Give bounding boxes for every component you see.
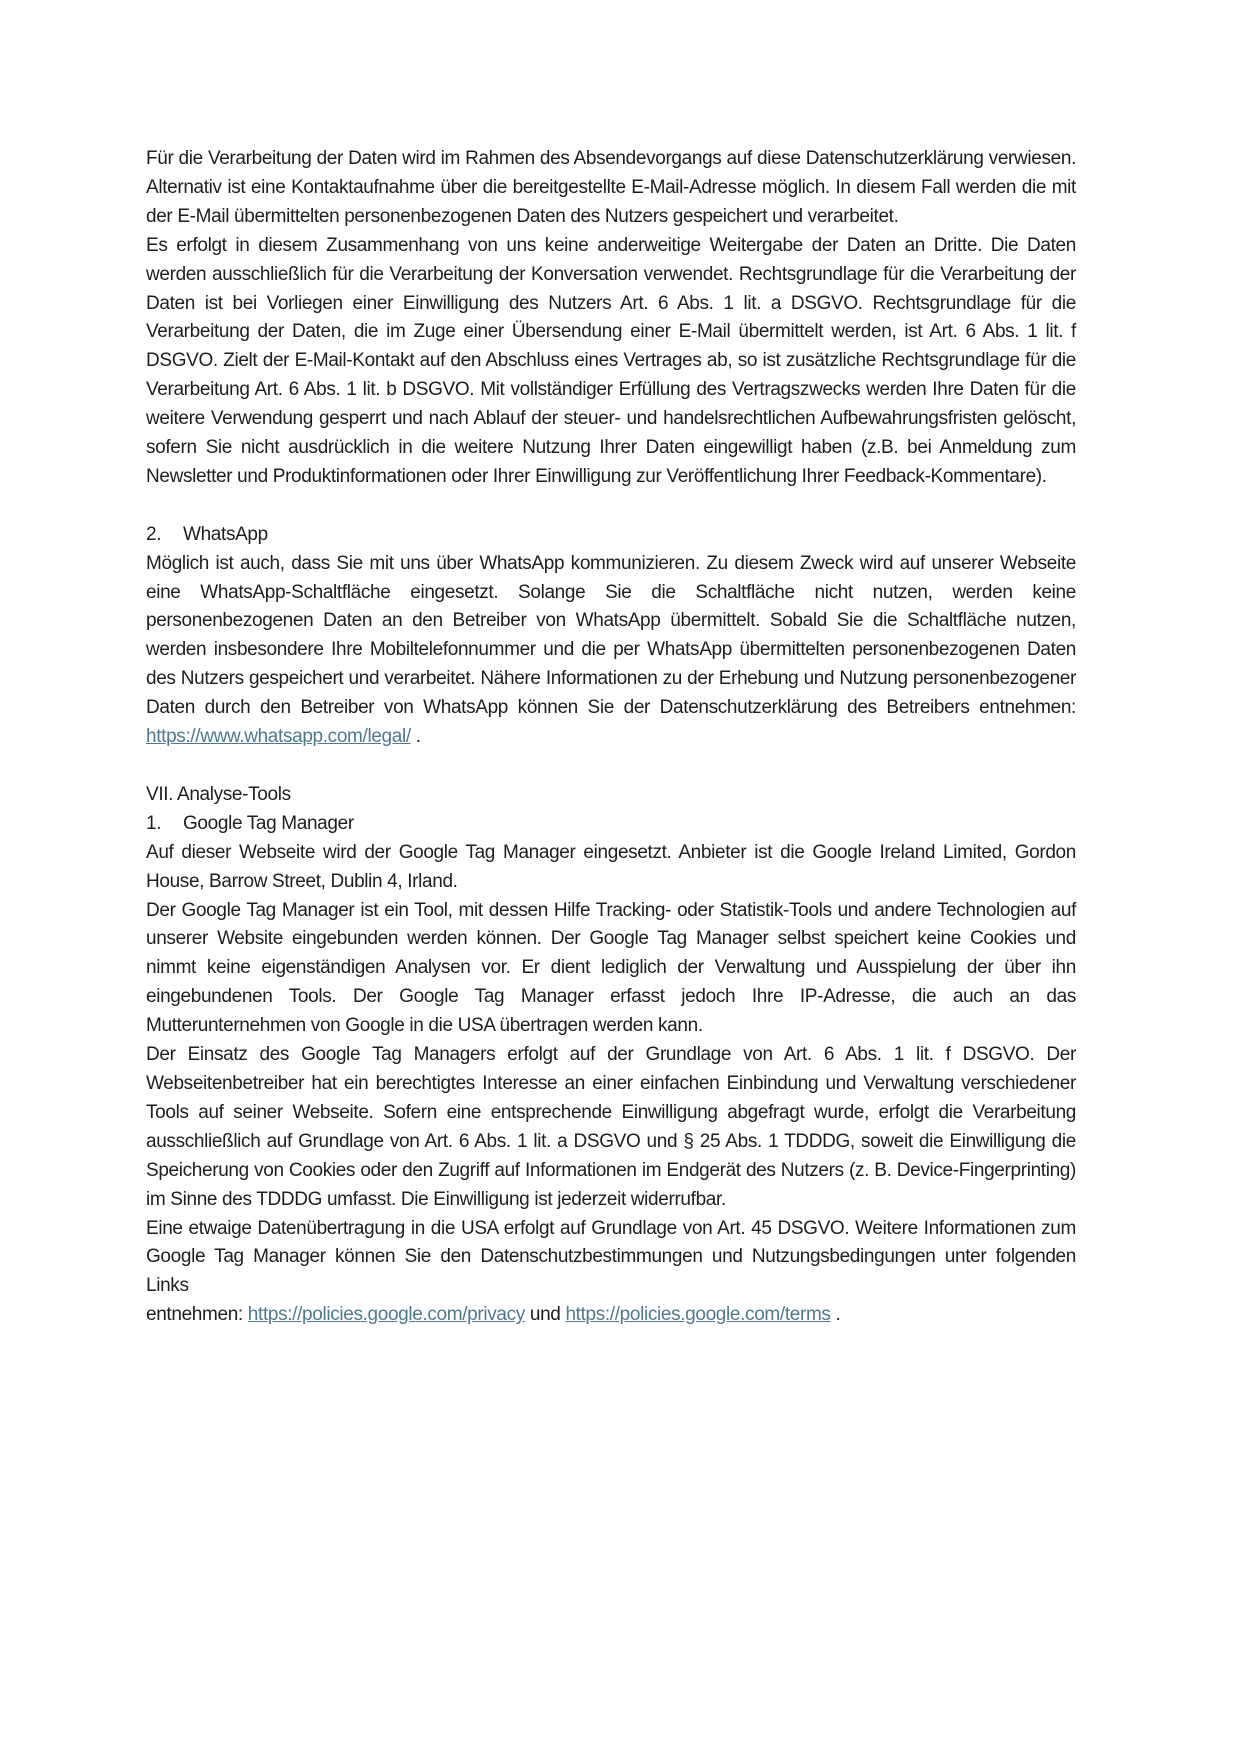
spacer — [146, 492, 1076, 521]
gtm-heading-title: Google Tag Manager — [183, 812, 354, 834]
gtm-paragraph-4: Eine etwaige Datenübertragung in die USA erfolgt auf Grundlage von Art. 45 DSGVO. Weitere Informationen zum Google Tag Manager können Sie den Datenschutzbestimmungen und Nutzungsbedingungen unter folgenden Links — [146, 1217, 1076, 1297]
gtm-links-lead: entnehmen: — [146, 1304, 248, 1326]
analyse-tools-heading: VII. Analyse-Tools — [146, 783, 291, 805]
gtm-heading-number: 1. — [146, 812, 162, 834]
google-tag-manager-heading — [146, 810, 1076, 839]
gtm-paragraph-3: Der Einsatz des Google Tag Managers erfolgt auf der Grundlage von Art. 6 Abs. 1 lit. f DSGVO. Der Webseitenbetreiber hat ein berechtigtes Interesse an einer einfachen Einbindung und Verwaltung verschiedener Tools auf seiner Webseite. Sofern eine entsprechende Einwilligung abgefragt wurde, erfolgt die Verarbeitung ausschließlich auf Grundlage von Art. 6 Abs. 1 lit. a DSGVO und § 25 Abs. 1 TDDDG, soweit die Einwilligung die Speicherung von Cookies oder den Zugriff auf Informationen im Endgerät des Nutzers (z. B. Device-Fingerprinting) im Sinne des TDDDG umfasst. Die Einwilligung ist jederzeit widerrufbar. — [146, 1044, 1076, 1210]
gtm-paragraph-1: Auf dieser Webseite wird der Google Tag Manager eingesetzt. Anbieter ist die Google Ireland Limited, Gordon House, Barrow Street, Dublin 4, Irland. — [146, 841, 1076, 892]
whatsapp-heading-title: WhatsApp — [183, 523, 268, 545]
whatsapp-paragraph: Möglich ist auch, dass Sie mit uns über WhatsApp kommunizieren. Zu diesem Zweck wird auf unserer Webseite eine WhatsApp-Schaltfläche eingesetzt. Solange Sie die Schaltfläche nicht nutzen, werden keine personenbezogenen Daten an den Betreiber von WhatsApp übermittelt. Sobald Sie die Schaltfläche nutzen, werden insbesondere Ihre Mobiltelefonnummer und die per WhatsApp übermittelten personenbezogenen Daten des Nutzers gespeichert und verarbeitet. Nähere Informationen zu der Erhebung und Nutzung personenbezogener Daten durch den Betreiber von WhatsApp können Sie der Datenschutzerklärung des Betreibers entnehmen: — [146, 552, 1076, 719]
google-terms-link[interactable]: https://policies.google.com/terms — [565, 1304, 831, 1326]
spacer — [146, 752, 1076, 781]
gtm-links-connector: und — [524, 1304, 566, 1326]
whatsapp-link-line — [146, 723, 1076, 752]
google-privacy-link[interactable]: https://policies.google.com/privacy — [247, 1304, 525, 1326]
contact-paragraph-2: Es erfolgt in diesem Zusammenhang von uns keine anderweitige Weitergabe der Daten an Dritte. Die Daten werden ausschließlich für die Verarbeitung der Konversation verwendet. Rechtsgrundlage für die Verarbeitung der Daten ist bei Vorliegen einer Einwilligung des Nutzers Art. 6 Abs. 1 lit. a DSGVO. Rechtsgrundlage für die Verarbeitung der Daten, die im Zuge einer Übersendung einer E-Mail übermittelt werden, ist Art. 6 Abs. 1 lit. f DSGVO. Zielt der E-Mail-Kontakt auf den Abschluss eines Vertrages ab, so ist zusätzliche Rechtsgrundlage für die Verarbeitung Art. 6 Abs. 1 lit. b DSGVO. Mit vollständiger Erfüllung des Vertragszwecks werden Ihre Daten für die weitere Verwendung gesperrt und nach Ablauf der steuer- und handelsrechtlichen Aufbewahrungsfristen gelöscht, sofern Sie nicht ausdrücklich in die weitere Nutzung Ihrer Daten eingewilligt haben (z.B. bei Anmeldung zum Newsletter und Produktinformationen oder Ihrer Einwilligung zur Veröffentlichung Ihrer Feedback-Kommentare). — [146, 234, 1076, 487]
gtm-links-line — [146, 1301, 1076, 1330]
gtm-paragraph-2: Der Google Tag Manager ist ein Tool, mit dessen Hilfe Tracking- oder Statistik-Tools und andere Technologien auf unserer Website eingebunden werden können. Der Google Tag Manager selbst speichert keine Cookies und nimmt keine eigenständigen Analysen vor. Er dient lediglich der Verwaltung und Ausspielung der über ihn eingebundenen Tools. Der Google Tag Manager erfasst jedoch Ihre IP-Adresse, die auch an das Mutterunternehmen von Google in die USA übertragen werden kann. — [146, 899, 1076, 1037]
whatsapp-legal-link[interactable]: https://www.whatsapp.com/legal/ — [146, 726, 411, 748]
contact-paragraph-1: Für die Verarbeitung der Daten wird im Rahmen des Absendevorgangs auf diese Datenschutzerklärung verwiesen. Alternativ ist eine Kontaktaufnahme über die bereitgestellte E-Mail-Adresse möglich. In diesem Fall werden die mit der E-Mail übermittelten personenbezogenen Daten des Nutzers gespeichert und verarbeitet. — [146, 148, 1076, 227]
whatsapp-heading-number: 2. — [146, 523, 162, 545]
gtm-links-period: . — [830, 1304, 841, 1326]
whatsapp-heading — [146, 521, 1076, 550]
whatsapp-link-period: . — [410, 726, 421, 748]
document-page — [146, 145, 1076, 1330]
